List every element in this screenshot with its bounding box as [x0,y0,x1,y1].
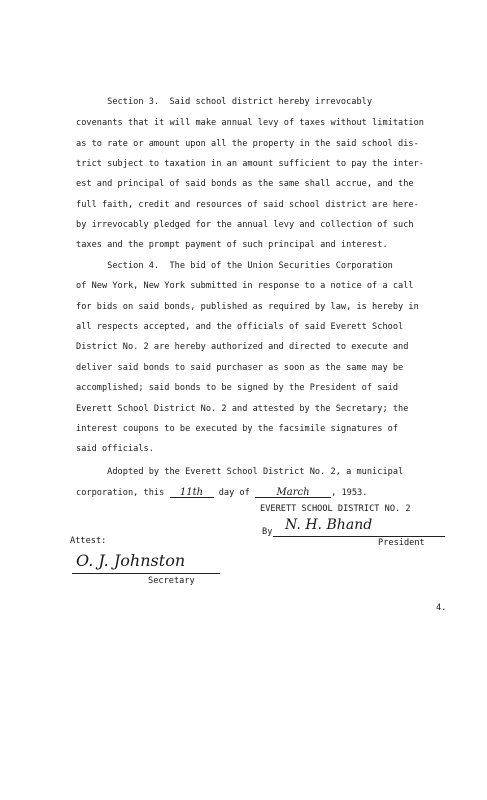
section-4-line: all respects accepted, and the officials of said Everett School [76,322,404,332]
by-label: By [262,527,273,537]
president-title: President [378,538,425,548]
section-4-line: of New York, New York submitted in response to a notice of a call [76,281,414,291]
adoption-year: , 1953. [331,488,368,498]
section-4-line: District No. 2 are hereby authorized and directed to execute and [76,342,409,352]
adoption-line-1: Adopted by the Everett School District No. 2, a municipal [76,467,404,477]
page-number: 4. [436,603,447,613]
secretary-signature-line [72,573,220,574]
section-3-line: covenants that it will make annual levy of taxes without limitation [76,118,424,128]
president-signature: N. H. Bhand [285,517,373,533]
district-name: EVERETT SCHOOL DISTRICT NO. 2 [260,504,411,514]
section-4-line: deliver said bonds to said purchaser as soon as the same may be [76,363,404,373]
section-3-line: taxes and the prompt payment of such principal and interest. [76,240,388,250]
section-4-line: said officials. [76,444,154,454]
section-4-line: Section 4. The bid of the Union Securities Corporation [76,261,393,271]
adoption-month: March [255,488,331,498]
section-3-line: full faith, credit and resources of said school district are here- [76,200,419,210]
section-3-line: trict subject to taxation in an amount sufficient to pay the inter- [76,159,424,169]
section-3-line: Section 3. Said school district hereby irrevocably [76,97,373,107]
secretary-signature: O. J. Johnston [76,551,186,570]
attest-label: Attest: [70,536,107,546]
section-3-line: est and principal of said bonds as the same shall accrue, and the [76,179,414,189]
adoption-line-2 [76,488,367,498]
adoption-prefix: corporation, this [76,488,165,498]
section-3-line: as to rate or amount upon all the property in the said school dis- [76,139,419,149]
section-4-line: accomplished; said bonds to be signed by the President of said [76,383,399,393]
adoption-day: 11th [170,488,214,498]
section-4-line: for bids on said bonds, published as required by law, is hereby in [76,302,419,312]
section-4-line: Everett School District No. 2 and attested by the Secretary; the [76,404,409,414]
adoption-mid: day of [218,488,250,498]
secretary-title: Secretary [148,576,195,586]
section-3-line: by irrevocably pledged for the annual levy and collection of such [76,220,414,230]
president-signature-line [273,536,445,537]
section-4-line: interest coupons to be executed by the facsimile signatures of [76,424,399,434]
